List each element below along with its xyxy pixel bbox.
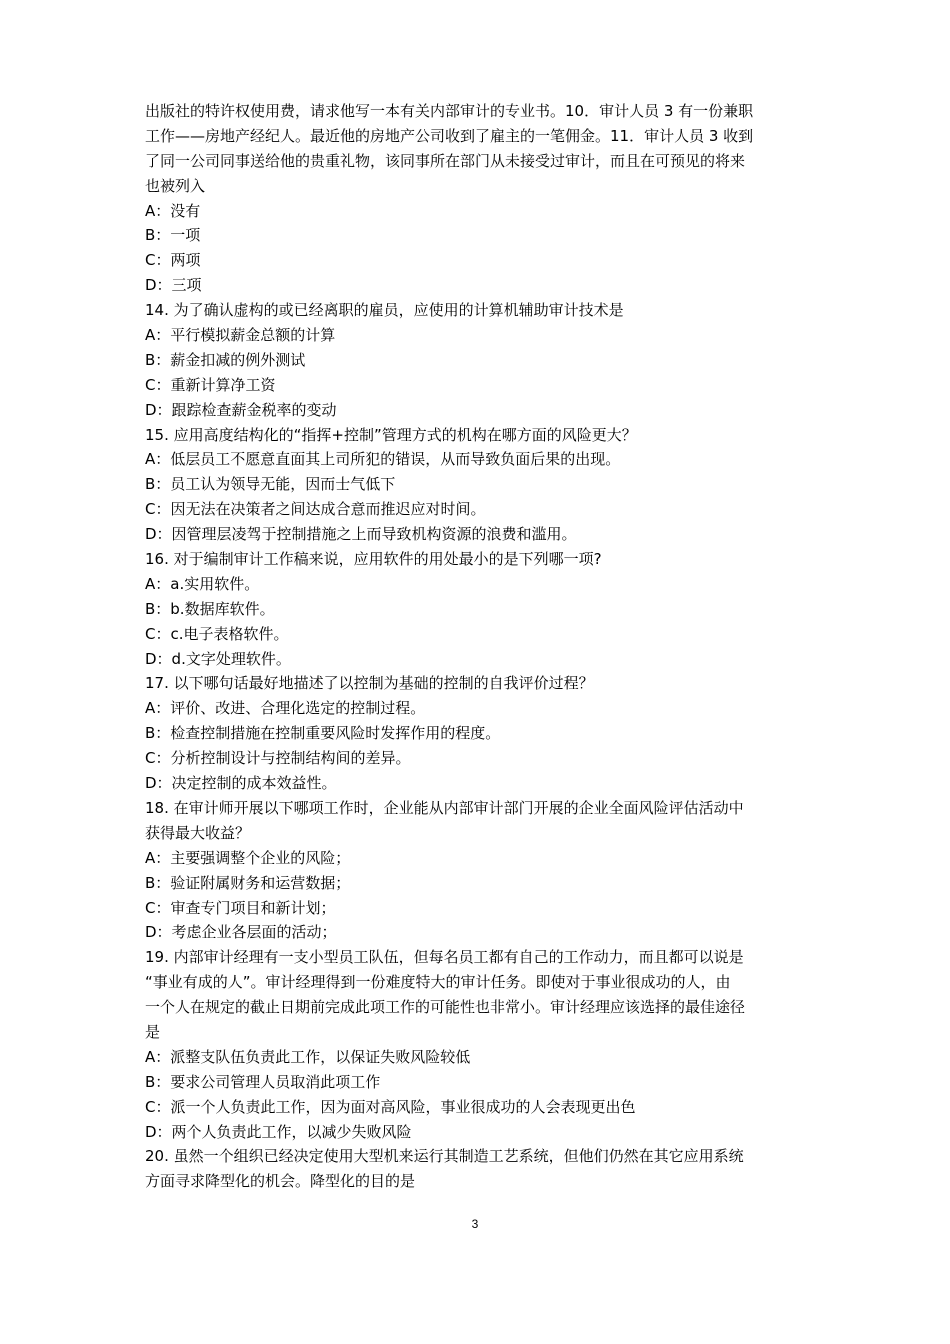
option-line: C：审查专门项目和新计划；	[145, 898, 336, 917]
option-line: C：因无法在决策者之间达成合意而推迟应对时间。	[145, 500, 486, 519]
option-line: D：两个人负责此工作，以减少失败风险	[145, 1122, 412, 1141]
page-body	[145, 99, 815, 1194]
option-line: B：b.数据库软件。	[145, 599, 275, 618]
text-line: 工作——房地产经纪人。最近他的房地产公司收到了雇主的一笔佣金。11．审计人员 3 收到	[145, 126, 754, 145]
question-18: 18. 在审计师开展以下哪项工作时，企业能从内部审计部门开展的企业全面风险评估活动中	[145, 798, 744, 817]
question-17: 17. 以下哪句话最好地描述了以控制为基础的控制的自我评价过程？	[145, 674, 594, 693]
option-line: A：评价、改进、合理化选定的控制过程。	[145, 699, 426, 718]
text-line: 是	[145, 1022, 161, 1041]
option-line: A：平行模拟薪金总额的计算	[145, 326, 336, 345]
option-line: A：没有	[145, 201, 201, 220]
text-line: “事业有成的人”。审计经理得到一份难度特大的审计任务。即使对于事业很成功的人，由	[145, 973, 731, 992]
text-line: 出版社的特许权使用费，请求他写一本有关内部审计的专业书。10．审计人员 3 有一份兼职	[145, 102, 754, 120]
option-line: D：决定控制的成本效益性。	[145, 774, 337, 793]
option-line: B：验证附属财务和运营数据；	[145, 873, 351, 892]
text-line: 一个人在规定的截止日期前完成此项工作的可能性也非常小。审计经理应该选择的最佳途径	[145, 998, 746, 1017]
option-line: B：要求公司管理人员取消此项工作	[145, 1072, 381, 1091]
option-line: C：重新计算净工资	[145, 375, 276, 394]
text-line: 了同一公司同事送给他的贵重礼物，该同事所在部门从未接受过审计，而且在可预见的将来	[145, 151, 746, 170]
option-line: D：因管理层凌驾于控制措施之上而导致机构资源的浪费和滥用。	[145, 525, 577, 544]
text-line: 方面寻求降型化的机会。降型化的目的是	[145, 1172, 416, 1191]
option-line: D：跟踪检查薪金税率的变动	[145, 400, 337, 419]
option-line: B：一项	[145, 226, 201, 245]
question-16: 16. 对于编制审计工作稿来说，应用软件的用处最小的是下列哪一项?	[145, 550, 602, 569]
option-line: A：主要强调整个企业的风险；	[145, 848, 351, 867]
question-20: 20. 虽然一个组织已经决定使用大型机来运行其制造工艺系统，但他们仍然在其它应用系统	[145, 1147, 744, 1166]
option-line: C：分析控制设计与控制结构间的差异。	[145, 749, 411, 768]
option-line: C：派一个人负责此工作，因为面对高风险，事业很成功的人会表现更出色	[145, 1097, 636, 1116]
option-line: A：低层员工不愿意直面其上司所犯的错误，从而导致负面后果的出现。	[145, 450, 621, 469]
text-line: 获得最大收益？	[145, 823, 251, 842]
page-number: 3	[471, 1217, 479, 1231]
question-15: 15. 应用高度结构化的“指挥+控制”管理方式的机构在哪方面的风险更大？	[145, 425, 637, 444]
option-line: C：两项	[145, 251, 201, 270]
question-19: 19. 内部审计经理有一支小型员工队伍，但每名员工都有自己的工作动力，而且都可以说是	[145, 948, 744, 967]
option-line: D：d.文字处理软件。	[145, 649, 291, 668]
question-14: 14. 为了确认虚构的或已经离职的雇员，应使用的计算机辅助审计技术是	[145, 301, 624, 320]
option-line: B：薪金扣减的例外测试	[145, 350, 306, 369]
option-line: A：a.实用软件。	[145, 574, 260, 593]
option-line: D：考虑企业各层面的活动；	[145, 923, 337, 942]
option-line: C：c.电子表格软件。	[145, 624, 289, 643]
option-line: D：三项	[145, 276, 202, 295]
text-line: 也被列入	[145, 176, 206, 195]
option-line: B：员工认为领导无能，因而士气低下	[145, 475, 396, 494]
option-line: B：检查控制措施在控制重要风险时发挥作用的程度。	[145, 724, 501, 743]
option-line: A：派整支队伍负责此工作，以保证失败风险较低	[145, 1047, 471, 1066]
